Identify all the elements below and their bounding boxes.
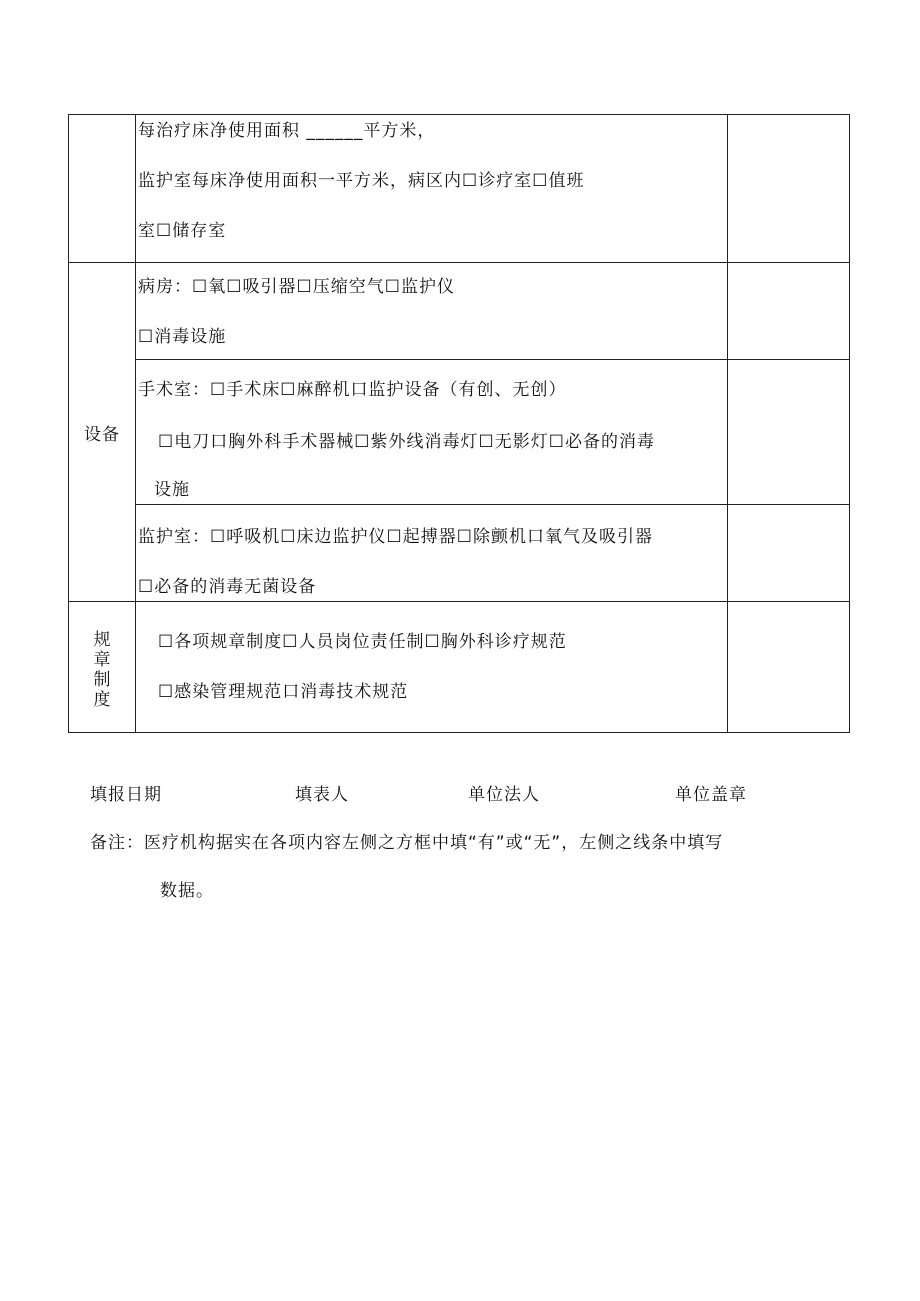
equipment-label: 设备 bbox=[84, 424, 120, 445]
area-category-cell bbox=[69, 115, 136, 263]
fill-date-label: 填报日期 bbox=[90, 785, 162, 805]
equipment-icu-row bbox=[69, 505, 850, 602]
icu-result-cell bbox=[728, 505, 850, 602]
rules-row bbox=[69, 602, 850, 733]
area-line-2: 监护室每床净使用面积一平方米，病区内☐诊疗室☐值班 bbox=[138, 171, 585, 191]
rules-result-cell bbox=[728, 602, 850, 733]
rules-label-char: 制 bbox=[93, 670, 111, 690]
or-line-1: 手术室：☐手术床☐麻醉机口监护设备（有创、无创） bbox=[138, 380, 567, 400]
standards-table bbox=[68, 114, 850, 733]
rules-label-char: 章 bbox=[93, 650, 111, 670]
unit-seal-label: 单位盖章 bbox=[675, 785, 747, 805]
note-line-2: 数据。 bbox=[160, 881, 214, 901]
area-row bbox=[69, 115, 850, 263]
icu-line-1: 监护室：☐呼吸机☐床边监护仪☐起搏器☐除颤机口氧气及吸引器 bbox=[138, 527, 653, 547]
icu-line-2: ☐必备的消毒无菌设备 bbox=[138, 577, 317, 597]
rules-content-cell bbox=[136, 602, 728, 733]
area-line-1: 每治疗床净使用面积 ______平方米， bbox=[138, 121, 436, 141]
ward-result-cell bbox=[728, 263, 850, 360]
rules-label-char: 规 bbox=[93, 630, 111, 650]
ward-content-cell bbox=[136, 263, 728, 360]
note-line-1: 备注：医疗机构据实在各项内容左侧之方框中填“有”或“无”，左侧之线条中填写 bbox=[90, 833, 724, 853]
or-line-3: 设施 bbox=[154, 480, 190, 500]
equipment-or-row bbox=[69, 360, 850, 505]
icu-content-cell bbox=[136, 505, 728, 602]
equipment-category-cell bbox=[69, 263, 136, 602]
area-content-cell bbox=[136, 115, 728, 263]
rules-label bbox=[94, 624, 111, 710]
area-line-3: 室☐储存室 bbox=[138, 221, 227, 241]
equipment-ward-row bbox=[69, 263, 850, 360]
or-result-cell bbox=[728, 360, 850, 505]
or-content-cell bbox=[136, 360, 728, 505]
rules-category-cell bbox=[69, 602, 136, 733]
or-line-2: ☐电刀口胸外科手术器械☐紫外线消毒灯☐无影灯☐必备的消毒 bbox=[158, 432, 655, 452]
legal-person-label: 单位法人 bbox=[468, 785, 540, 805]
filler-label: 填表人 bbox=[295, 785, 349, 805]
ward-line-1: 病房：☐氧☐吸引器☐压缩空气☐监护仪 bbox=[138, 277, 455, 297]
ward-line-2: ☐消毒设施 bbox=[138, 327, 227, 347]
rules-line-2: ☐感染管理规范口消毒技术规范 bbox=[158, 682, 409, 702]
rules-line-1: ☐各项规章制度☐人员岗位责任制☐胸外科诊疗规范 bbox=[158, 632, 567, 652]
area-result-cell bbox=[728, 115, 850, 263]
rules-label-char: 度 bbox=[93, 690, 111, 710]
